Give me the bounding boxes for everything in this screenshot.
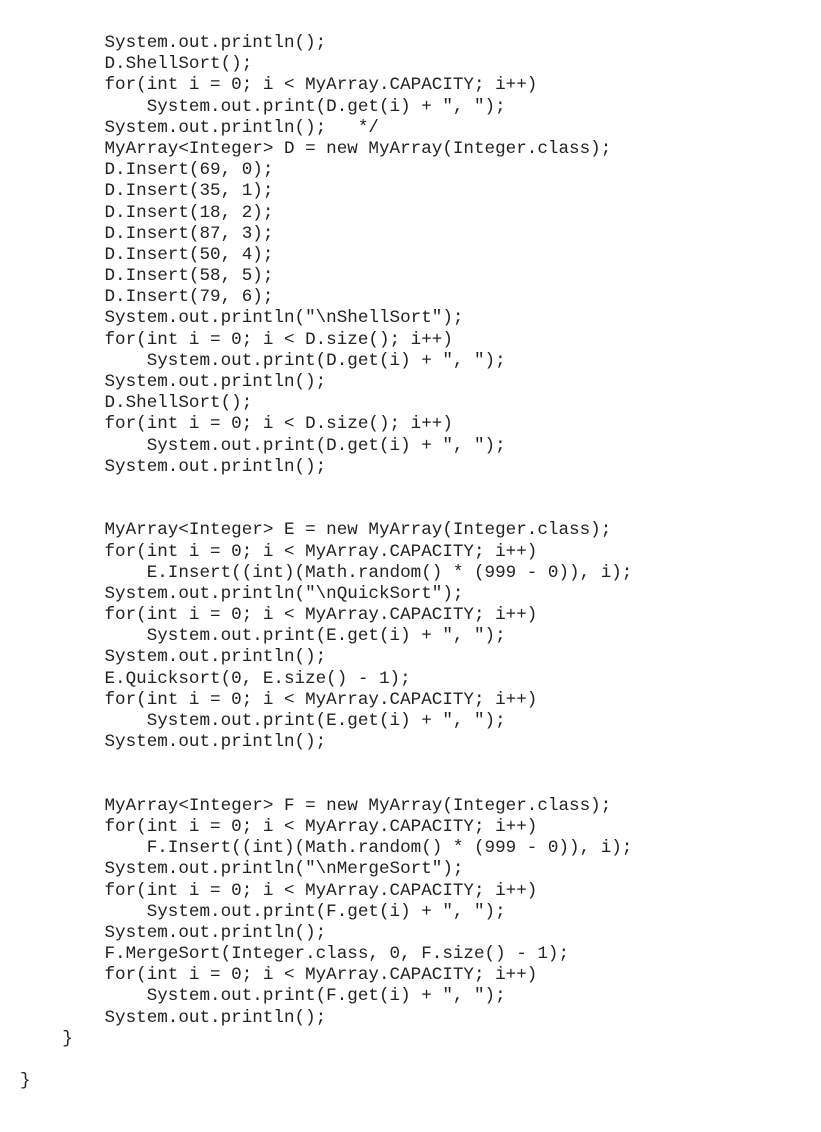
code-line: for(int i = 0; i < MyArray.CAPACITY; i++) <box>20 816 538 837</box>
blank-line <box>20 499 810 520</box>
code-line: for(int i = 0; i < MyArray.CAPACITY; i++) <box>20 541 538 562</box>
code-line: F.MergeSort(Integer.class, 0, F.size() - 1); <box>20 944 570 965</box>
code-line: System.out.println(); <box>20 647 327 668</box>
method-closing-brace: } <box>20 1028 73 1049</box>
code-line: E.Quicksort(0, E.size() - 1); <box>20 668 411 689</box>
code-line: System.out.print(F.get(i) + ", "); <box>20 901 506 922</box>
code-line: for(int i = 0; i < MyArray.CAPACITY; i++) <box>20 75 538 96</box>
code-line: E.Insert((int)(Math.random() * (999 - 0)), i); <box>20 562 633 583</box>
code-line: System.out.println(); <box>20 1007 327 1028</box>
code-line: for(int i = 0; i < MyArray.CAPACITY; i++) <box>20 880 538 901</box>
code-line: MyArray<Integer> F = new MyArray(Integer.class); <box>20 795 612 816</box>
code-line: for(int i = 0; i < MyArray.CAPACITY; i++) <box>20 689 538 710</box>
code-line: D.Insert(58, 5); <box>20 266 274 287</box>
code-line: for(int i = 0; i < D.size(); i++) <box>20 414 453 435</box>
code-line: for(int i = 0; i < MyArray.CAPACITY; i++) <box>20 605 538 626</box>
code-line: System.out.println(); <box>20 33 327 53</box>
code-line: System.out.println("\nShellSort"); <box>20 308 464 329</box>
code-line: System.out.println(); <box>20 372 327 392</box>
code-line: System.out.print(E.get(i) + ", "); <box>20 711 506 731</box>
blank-line <box>20 753 810 774</box>
code-line: System.out.println(); <box>20 922 327 943</box>
code-line: F.Insert((int)(Math.random() * (999 - 0)), i); <box>20 838 633 859</box>
code-line: for(int i = 0; i < D.size(); i++) <box>20 329 453 350</box>
code-line: D.Insert(79, 6); <box>20 287 274 308</box>
blank-line <box>20 775 810 796</box>
code-line: D.Insert(87, 3); <box>20 223 274 244</box>
code-line: D.ShellSort(); <box>20 54 253 75</box>
code-line: System.out.println(); <box>20 732 327 753</box>
code-line: System.out.println(); <box>20 456 327 477</box>
blank-line <box>20 478 810 499</box>
code-line: MyArray<Integer> D = new MyArray(Integer.class); <box>20 138 612 159</box>
code-line: for(int i = 0; i < MyArray.CAPACITY; i++) <box>20 965 538 986</box>
code-line: D.Insert(50, 4); <box>20 244 274 265</box>
code-line: D.Insert(18, 2); <box>20 202 274 223</box>
code-line: D.ShellSort(); <box>20 393 253 414</box>
code-line: System.out.println(); */ <box>20 117 379 138</box>
code-line: System.out.print(F.get(i) + ", "); <box>20 986 506 1007</box>
code-listing <box>20 33 810 1092</box>
code-line: System.out.print(D.get(i) + ", "); <box>20 435 506 456</box>
code-line: System.out.println("\nQuickSort"); <box>20 583 464 604</box>
code-line: D.Insert(35, 1); <box>20 181 274 202</box>
class-closing-brace: } <box>20 1071 31 1092</box>
code-line: System.out.print(D.get(i) + ", "); <box>20 96 506 117</box>
code-line: D.Insert(69, 0); <box>20 160 274 181</box>
code-line: MyArray<Integer> E = new MyArray(Integer.class); <box>20 520 612 541</box>
blank-line <box>20 1050 810 1071</box>
code-line: System.out.print(D.get(i) + ", "); <box>20 350 506 371</box>
code-line: System.out.print(E.get(i) + ", "); <box>20 626 506 647</box>
code-line: System.out.println("\nMergeSort"); <box>20 859 464 880</box>
